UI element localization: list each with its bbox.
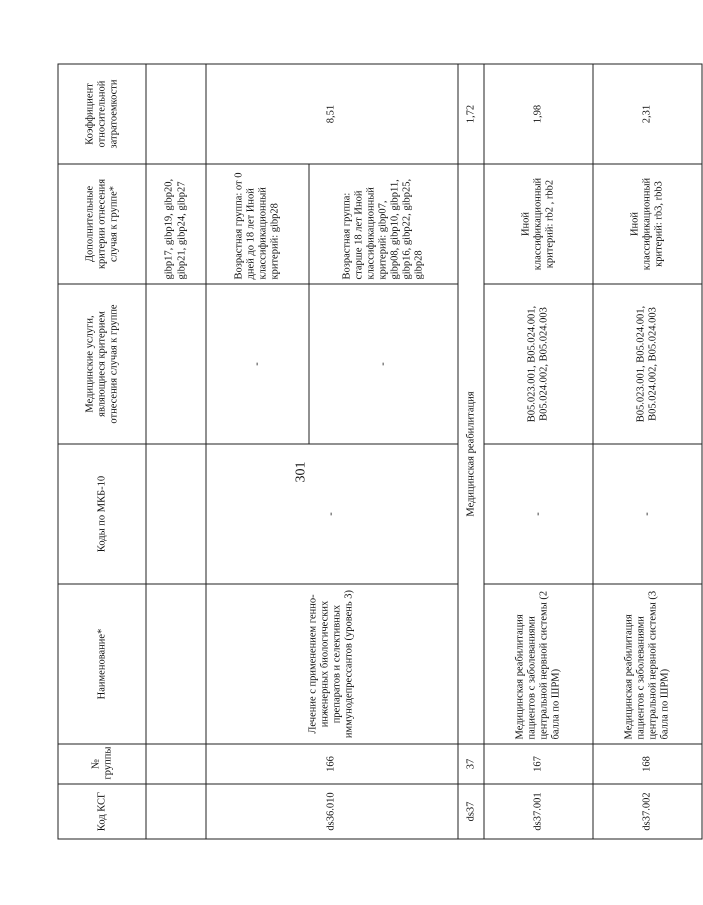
header-extra: Дополнительные критерии отнесения случая к группе* bbox=[58, 164, 146, 284]
header-coef: Коэффициент относительной затратоемкости bbox=[58, 64, 146, 164]
section-group-no: 37 bbox=[458, 744, 484, 784]
header-row bbox=[58, 64, 146, 839]
group-no-cell: 167 bbox=[484, 744, 593, 784]
table-row bbox=[146, 64, 206, 839]
code-cell: ds36.010 bbox=[206, 784, 458, 839]
services-cell: B05.023.001, B05.024.001, B05.024.002, B05.024.003 bbox=[484, 284, 593, 444]
mkb-cell: - bbox=[206, 444, 458, 584]
name-cell: Медицинская реабилитация пациентов с заболеваниями центральной нервной системы (2 балла по ШРМ) bbox=[484, 584, 593, 744]
page-number: 301 bbox=[293, 461, 309, 483]
table-row bbox=[593, 64, 702, 839]
name-cell: Медицинская реабилитация пациентов с заболеваниями центральной нервной системы (3 балла по ШРМ) bbox=[593, 584, 702, 744]
section-coef: 1,72 bbox=[458, 64, 484, 164]
extra-cell: Иной классификационный критерий: rb2 , rbb2 bbox=[484, 164, 593, 284]
header-group-no: № группы bbox=[58, 744, 146, 784]
header-services: Медицинские услуги, являющиеся критерием отнесения случая к группе bbox=[58, 284, 146, 444]
services-cell: - bbox=[206, 284, 309, 444]
extra-cell: Иной классификационный критерий: rb3, rbb3 bbox=[593, 164, 702, 284]
table-row bbox=[206, 64, 309, 839]
table-frame bbox=[58, 65, 703, 840]
coef-cell: 1,98 bbox=[484, 64, 593, 164]
section-title: Медицинская реабилитация bbox=[458, 164, 484, 744]
ksg-table bbox=[58, 64, 703, 840]
section-code: ds37 bbox=[458, 784, 484, 839]
section-row bbox=[458, 64, 484, 839]
name-cell: Лечение с применением генно-инженерных биологических препаратов и селективных иммунодепрессантов (уровень 3) bbox=[206, 584, 458, 744]
extra-cell: gibp17, gibp19, gibp20, gibp21, gibp24, gibp27 bbox=[146, 164, 206, 284]
mkb-cell: - bbox=[593, 444, 702, 584]
coef-cell: 2,31 bbox=[593, 64, 702, 164]
group-no-cell: 166 bbox=[206, 744, 458, 784]
extra-cell: Возрастная группа: от 0 дней до 18 лет Иной классификационный критерий: gibp28 bbox=[206, 164, 309, 284]
header-mkb: Коды по МКБ-10 bbox=[58, 444, 146, 584]
code-cell: ds37.001 bbox=[484, 784, 593, 839]
services-cell: B05.023.001, B05.024.001, B05.024.002, B05.024.003 bbox=[593, 284, 702, 444]
header-name: Наименование* bbox=[58, 584, 146, 744]
header-code: Код КСГ bbox=[58, 784, 146, 839]
coef-cell: 8,51 bbox=[206, 64, 458, 164]
extra-cell: Возрастная группа: старше 18 лет Иной классификационный критерий: gibp07, gibp08, gibp10, gibp11, gibp16, gibp22, gibp25, gibp28 bbox=[309, 164, 458, 284]
table-row bbox=[484, 64, 593, 839]
group-no-cell: 168 bbox=[593, 744, 702, 784]
code-cell: ds37.002 bbox=[593, 784, 702, 839]
mkb-cell: - bbox=[484, 444, 593, 584]
services-cell: - bbox=[309, 284, 458, 444]
